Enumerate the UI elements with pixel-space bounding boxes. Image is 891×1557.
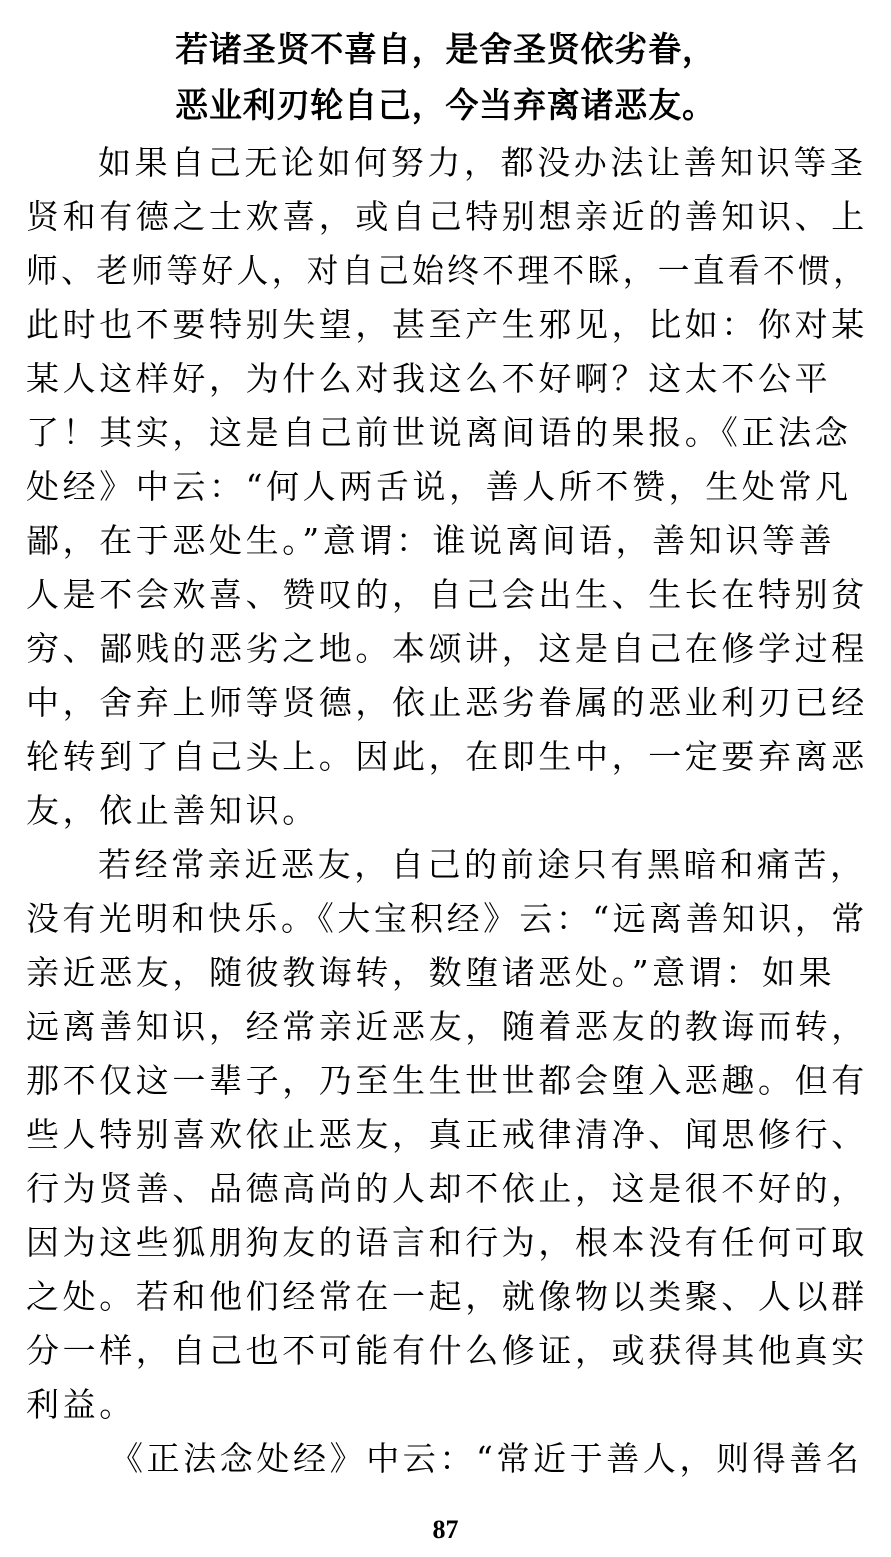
paragraph-line: 此时也不要特别失望，甚至产生邪见，比如：你对某	[26, 305, 868, 344]
paragraph-line: 人是不会欢喜、赞叹的，自己会出生、生长在特别贫	[26, 575, 868, 614]
paragraph-line: 如果自己无论如何努力，都没办法让善知识等圣	[98, 143, 867, 182]
paragraph-line: 远离善知识，经常亲近恶友，随着恶友的教诲而转，	[26, 1007, 868, 1046]
paragraph-line: 中，舍弃上师等贤德，依止恶劣眷属的恶业利刃已经	[26, 683, 868, 722]
paragraph-line: 些人特别喜欢依止恶友，真正戒律清净、闻思修行、	[26, 1115, 868, 1154]
paragraph-line: 亲近恶友，随彼教诲转，数堕诸恶处。”意谓：如果	[26, 953, 836, 992]
paragraph-line: 因为这些狐朋狗友的语言和行为，根本没有任何可取	[26, 1223, 868, 1262]
page-number: 87	[432, 1515, 459, 1544]
paragraph-line: 分一样，自己也不可能有什么修证，或获得其他真实	[26, 1331, 868, 1370]
paragraph-line: 那不仅这一辈子，乃至生生世世都会堕入恶趣。但有	[26, 1061, 868, 1100]
paragraph-line: 了！其实，这是自己前世说离间语的果报。《正法念	[26, 413, 852, 452]
paragraph-line: 行为贤善、品德高尚的人却不依止，这是很不好的，	[26, 1169, 868, 1208]
paragraph-line: 之处。若和他们经常在一起，就像物以类聚、人以群	[26, 1277, 868, 1316]
paragraph-line: 《正法念处经》中云：“常近于善人，则得善名	[110, 1439, 863, 1478]
paragraph-line: 鄙，在于恶处生。”意谓：谁说离间语，善知识等善	[26, 521, 836, 560]
paragraph-line: 若经常亲近恶友，自己的前途只有黑暗和痛苦，	[98, 845, 867, 884]
paragraph-line: 师、老师等好人，对自己始终不理不睬，一直看不惯，	[26, 251, 869, 290]
paragraph-line: 处经》中云：“何人两舌说，善人所不赞，生处常凡	[26, 467, 852, 506]
paragraph-line: 轮转到了自己头上。因此，在即生中，一定要弃离恶	[26, 737, 868, 776]
paragraph-line: 某人这样好，为什么对我这么不好啊？这太不公平	[26, 359, 832, 398]
paragraph-line: 贤和有德之士欢喜，或自己特别想亲近的善知识、上	[26, 197, 868, 236]
paragraph-line: 穷、鄙贱的恶劣之地。本颂讲，这是自己在修学过程	[26, 629, 868, 668]
paragraph-line: 利益。	[26, 1385, 136, 1424]
verse-line-1: 若诸圣贤不喜自，是舍圣贤依劣眷，	[175, 30, 716, 70]
paragraph-line: 友，依止善知识。	[26, 791, 319, 830]
paragraph-line: 没有光明和快乐。《大宝积经》云：“远离善知识，常	[26, 899, 868, 938]
verse-line-2: 恶业利刃轮自己，今当弃离诸恶友。	[175, 86, 716, 126]
